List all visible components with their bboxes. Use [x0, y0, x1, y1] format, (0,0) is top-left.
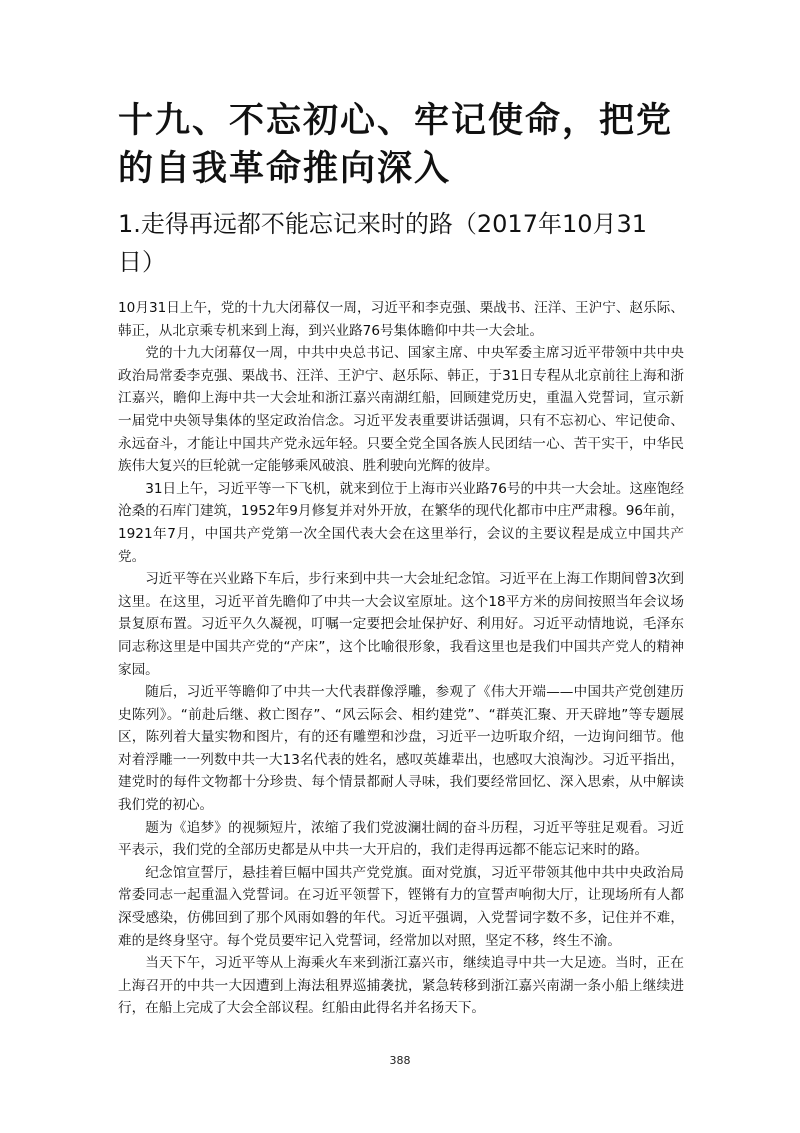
- page-number: 388: [389, 1054, 411, 1067]
- section-title: 1.走得再远都不能忘记来时的路（2017年10月31日）: [118, 210, 648, 276]
- paragraph: 党的十九大闭幕仅一周，中共中央总书记、国家主席、中央军委主席习近平带领中共中央政治局常委李克强、栗战书、汪洋、王沪宁、赵乐际、韩正，于31日专程从北京前往上海和浙江嘉兴，瞻仰上海中共一大会址和浙江嘉兴南湖红船，回顾建党历史，重温入党誓词，宣示新一届党中央领导集体的坚定政治信念。习近平发表重要讲话强调，只有不忘初心、牢记使命、永远奋斗，才能让中国共产党永远年轻。只要全党全国各族人民团结一心、苦干实干，中华民族伟大复兴的巨轮就一定能够乘风破浪、胜利驶向光辉的彼岸。: [118, 345, 684, 475]
- paragraph: 随后，习近平等瞻仰了中共一大代表群像浮雕，参观了《伟大开端——中国共产党创建历史陈列》。“前赴后继、救亡图存”、“风云际会、相约建党”、“群英汇聚、开天辟地”等专题展区，陈列着大量实物和图片，有的还有雕塑和沙盘，习近平一边听取介绍，一边询问细节。他对着浮雕一一列数中共一大13名代表的姓名，感叹英雄辈出，也感叹大浪淘沙。习近平指出，建党时的每件文物都十分珍贵、每个情景都耐人寻味，我们要经常回忆、深入思索，从中解读我们党的初心。: [118, 684, 684, 814]
- paragraph: 31日上午，习近平等一下飞机，就来到位于上海市兴业路76号的中共一大会址。这座饱经沧桑的石库门建筑，1952年9月修复并对外开放，在繁华的现代化都市中庄严肃穆。96年前，1921年7月，中国共产党第一次全国代表大会在这里举行，会议的主要议程是成立中国共产党。: [118, 480, 684, 565]
- chapter-title: 十九、不忘初心、牢记使命，把党的自我革命推向深入: [118, 101, 674, 189]
- paragraph: 10月31日上午，党的十九大闭幕仅一周，习近平和李克强、栗战书、汪洋、王沪宁、赵乐际、韩正，从北京乘专机来到上海，到兴业路76号集体瞻仰中共一大会址。: [118, 300, 684, 339]
- paragraph: 习近平等在兴业路下车后，步行来到中共一大会址纪念馆。习近平在上海工作期间曾3次到这里。在这里，习近平首先瞻仰了中共一大会议室原址。这个18平方米的房间按照当年会议场景复原布置。习近平久久凝视，叮嘱一定要把会址保护好、利用好。习近平动情地说，毛泽东同志称这里是中国共产党的“产床”，这个比喻很形象，我看这里也是我们中国共产党人的精神家园。: [118, 571, 684, 678]
- paragraph: 纪念馆宣誓厅，悬挂着巨幅中国共产党党旗。面对党旗，习近平带领其他中共中央政治局常委同志一起重温入党誓词。在习近平领誓下，铿锵有力的宣誓声响彻大厅，让现场所有人都深受感染，仿佛回到了那个风雨如磐的年代。习近平强调，入党誓词字数不多，记住并不难，难的是终身坚守。每个党员要牢记入党誓词，经常加以对照，坚定不移，终生不渝。: [118, 864, 684, 949]
- body-text: [118, 297, 684, 1020]
- paragraph: 当天下午，习近平等从上海乘火车来到浙江嘉兴市，继续追寻中共一大足迹。当时，正在上海召开的中共一大因遭到上海法租界巡捕袭扰，紧急转移到浙江嘉兴南湖一条小船上继续进行，在船上完成了大会全部议程。红船由此得名并名扬天下。: [118, 955, 684, 1017]
- paragraph: 题为《追梦》的视频短片，浓缩了我们党波澜壮阔的奋斗历程，习近平等驻足观看。习近平表示，我们党的全部历史都是从中共一大开启的，我们走得再远都不能忘记来时的路。: [118, 819, 684, 859]
